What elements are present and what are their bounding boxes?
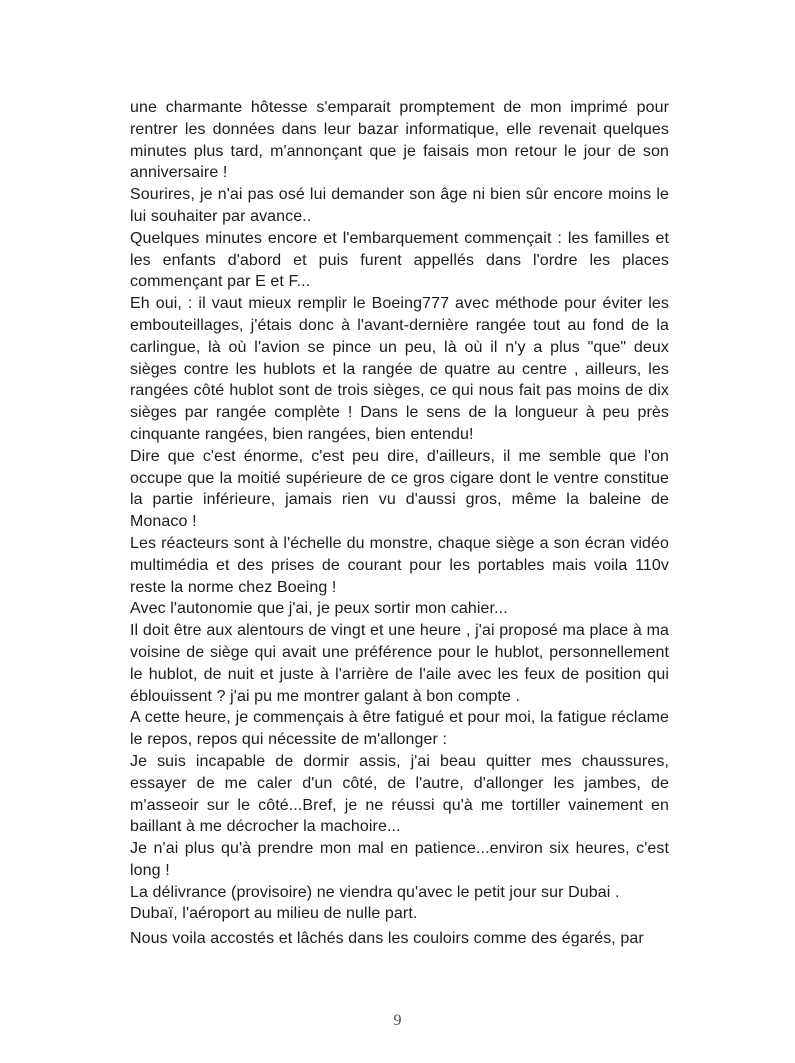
- paragraph: Quelques minutes encore et l'embarquement commençait : les familles et les enfants d'abord et puis furent appellés dans l'ordre les places commençant par E et F...: [130, 229, 669, 291]
- paragraph: Sourires, je n'ai pas osé lui demander son âge ni bien sûr encore moins le lui souhaiter par avance..: [130, 186, 669, 225]
- paragraph: Avec l'autonomie que j'ai, je peux sortir mon cahier...: [130, 600, 508, 618]
- paragraph: Je suis incapable de dormir assis, j'ai beau quitter mes chaussures, essayer de me caler d'un côté, de l'autre, d'allonger les jambes, de m'asseoir sur le côté...Bref, je ne réussi qu'à me tortiller vainement en baillant à me décrocher la machoire...: [130, 752, 669, 836]
- paragraph: Il doit être aux alentours de vingt et une heure , j'ai proposé ma place à ma voisine de siège qui avait une préférence pour le hublot, personnellement le hublot, de nuit et juste à l'arrière de l'aile avec les feux de position qui éblouissent ? j'ai pu me montrer galant à bon compte .: [130, 622, 669, 705]
- paragraph: A cette heure, je commençais à être fatigué et pour moi, la fatigue réclame le repos, repos qui nécessite de m'allonger :: [130, 709, 669, 749]
- page-number: 9: [393, 1012, 402, 1029]
- paragraph: Dubaï, l'aéroport au milieu de nulle part.: [130, 905, 418, 923]
- paragraph: Dire que c'est énorme, c'est peu dire, d'ailleurs, il me semble que l'on occupe que la moitié supérieure de ce gros cigare dont le ventre constitue la partie inférieure, jamais rien vu d'aussi gros, même la baleine de Monaco !: [130, 447, 669, 531]
- paragraph: une charmante hôtesse s'emparait promptement de mon imprimé pour rentrer les données dans leur bazar informatique, elle revenait quelques minutes plus tard, m'annonçant que je faisais mon retour le jour de son anniversaire !: [130, 99, 669, 182]
- paragraph: Nous voila accostés et lâchés dans les couloirs comme des égarés, par: [130, 930, 644, 948]
- page-footer: [0, 1012, 795, 1030]
- paragraph: La délivrance (provisoire) ne viendra qu'avec le petit jour sur Dubai .: [130, 883, 620, 901]
- paragraph: Je n'ai plus qu'à prendre mon mal en patience...environ six heures, c'est long !: [130, 840, 669, 879]
- paragraph: Eh oui, : il vaut mieux remplir le Boeing777 avec méthode pour éviter les embouteillages, j'étais donc à l'avant-dernière rangée tout au fond de la carlingue, là où l'avion se pince un peu, là où il n'y a plus "que" deux sièges contre les hublots et la rangée de quatre au centre , ailleurs, les rangées côté hublot sont de trois sièges, ce qui nous fait pas moins de dix sièges par rangée complète ! Dans le sens de la longueur à peu près cinquante rangées, bien rangées, bien entendu!: [130, 295, 669, 443]
- text-block: [130, 97, 669, 950]
- paragraph: Les réacteurs sont à l'échelle du monstre, chaque siège a son écran vidéo multimédia et des prises de courant pour les portables mais voila 110v reste la norme chez Boeing !: [130, 534, 669, 596]
